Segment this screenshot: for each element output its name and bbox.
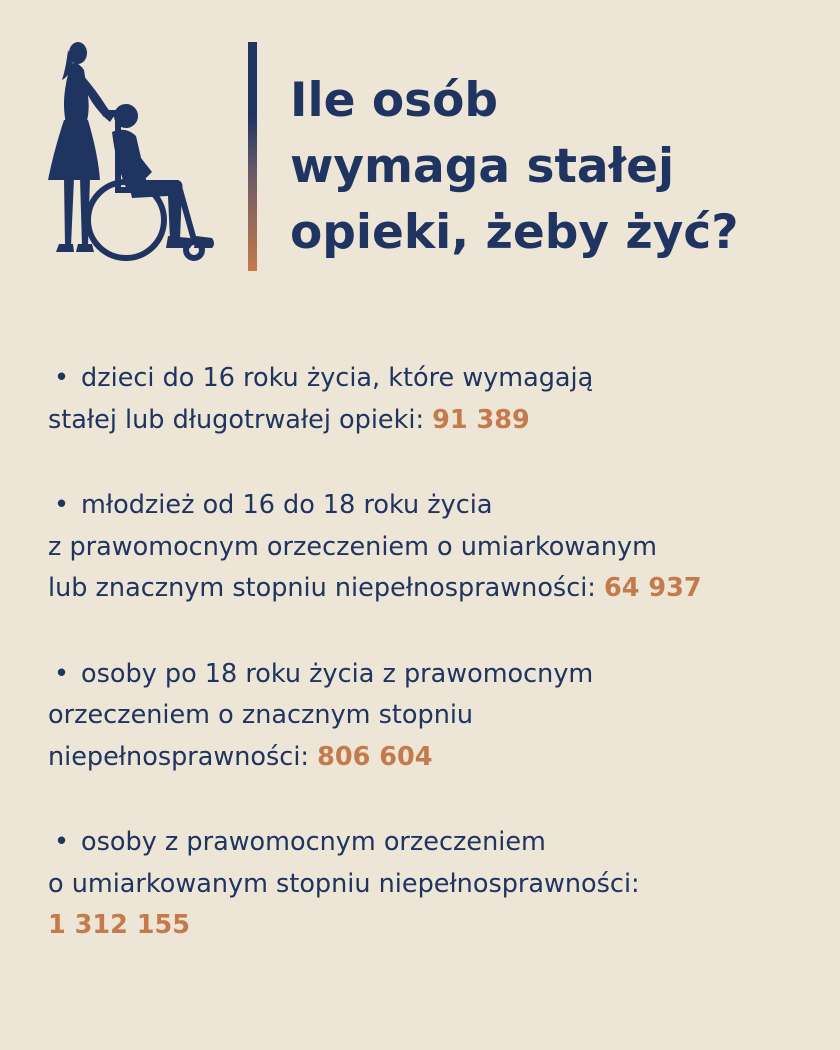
title-line: wymaga stałej — [290, 139, 675, 194]
fact-text: lub znacznym stopniu niepełnosprawności: — [48, 573, 596, 603]
fact-line: orzeczeniem o znacznym stopniu — [48, 700, 474, 730]
fact-value: 64 937 — [604, 573, 702, 603]
title-line: Ile osób — [290, 73, 499, 128]
fact-line — [48, 400, 828, 442]
fact-text: dzieci do 16 roku życia, które wymagają — [81, 363, 594, 393]
title-divider — [248, 42, 257, 271]
fact-text: stałej lub długotrwałej opieki: — [48, 404, 425, 435]
page-title — [290, 68, 820, 266]
fact-value: 1 312 155 — [48, 910, 190, 940]
fact-value: 91 389 — [432, 404, 530, 435]
bullet-icon: • — [54, 363, 70, 393]
bullet-icon: • — [54, 490, 70, 520]
fact-line: z prawomocnym orzeczeniem o umiarkowanym — [48, 531, 657, 562]
caregiver-pushing-wheelchair-icon — [44, 40, 224, 272]
fact-item — [48, 485, 828, 610]
fact-line — [48, 485, 828, 527]
fact-text: niepełnosprawności: — [48, 741, 310, 772]
fact-line — [48, 568, 828, 610]
fact-value: 806 604 — [317, 741, 433, 772]
fact-text: osoby po 18 roku życia z prawomocnym — [81, 658, 594, 689]
fact-line — [48, 905, 828, 947]
facts-list — [48, 358, 828, 991]
fact-line: o umiarkowanym stopniu niepełnosprawności: — [48, 868, 640, 899]
fact-line — [48, 654, 828, 696]
fact-line — [48, 822, 828, 864]
fact-text: młodzież od 16 do 18 roku życia — [81, 490, 493, 520]
fact-item — [48, 358, 828, 441]
fact-item — [48, 822, 828, 947]
header — [0, 0, 840, 290]
bullet-icon: • — [54, 658, 70, 689]
title-line: opieki, żeby żyć? — [290, 205, 739, 260]
fact-line — [48, 358, 828, 400]
bullet-icon: • — [54, 827, 70, 857]
fact-text: osoby z prawomocnym orzeczeniem — [81, 827, 546, 857]
fact-line — [48, 737, 828, 779]
fact-item — [48, 654, 828, 779]
